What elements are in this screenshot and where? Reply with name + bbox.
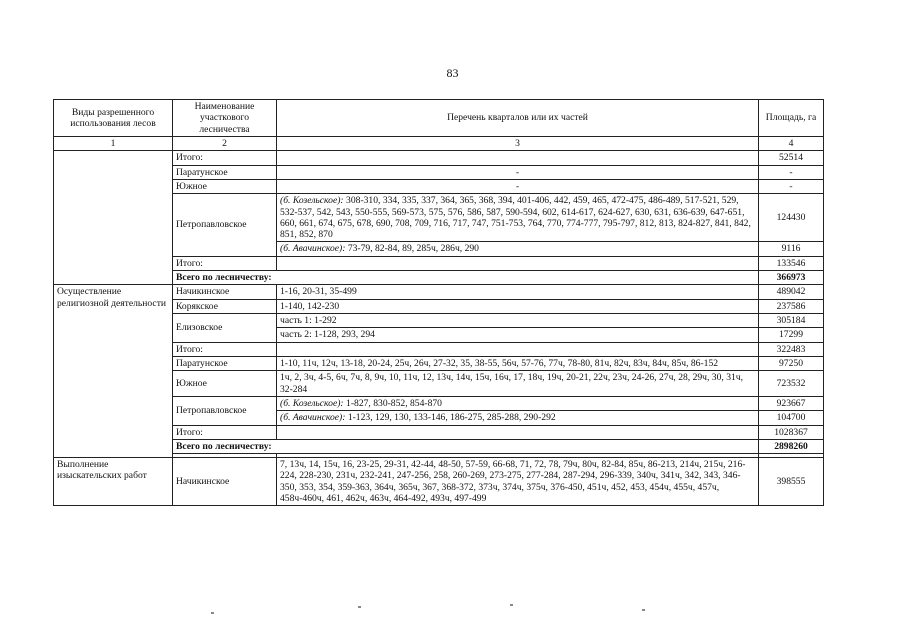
quarters-list: 1-16, 20-31, 35-499 [277, 285, 759, 299]
quarters-list [277, 256, 759, 270]
area-value: 923667 [759, 396, 824, 410]
quarters-list [277, 342, 759, 356]
area-value: 133546 [759, 256, 824, 270]
quarters-text: 1-827, 830-852, 854-870 [346, 397, 442, 409]
quarters-list: - [277, 165, 759, 179]
forestry-name: Южное [173, 371, 277, 397]
area-value: 52514 [759, 151, 824, 165]
area-value: 305184 [759, 314, 824, 328]
forest-use-table [53, 99, 824, 506]
quarters-list [277, 396, 759, 410]
header-area: Площадь, га [759, 100, 824, 137]
forestry-name: Итого: [173, 342, 277, 356]
area-value: 366973 [759, 271, 824, 285]
table-row [54, 285, 824, 299]
area-value: 9116 [759, 242, 824, 256]
quarters-text: 308-310, 334, 335, 337, 364, 365, 368, 394, 401-406, 442, 459, 465, 472-475, 486-489, 517-521, 529, 532-537, 542, 543, 550-555, 569-573, 575, 576, 586, 587, 590-594, 602, 614-617, 624-627, 630, 631, 636-639, 647-651, 660, 661, 674, 675, 678, 690, 708, 709, 716, 717, 747, 751-753, 764, 770, 774-777, 795-797, 812, 813, 824-827, 841, 842, 851, 852, 870 [280, 195, 751, 241]
column-number-row [54, 136, 824, 150]
area-value: 489042 [759, 285, 824, 299]
header-quarters-list: Перечень кварталов или их частей [277, 100, 759, 137]
quarters-list [277, 411, 759, 425]
table-row [54, 151, 824, 165]
forestry-name: Корякское [173, 299, 277, 313]
area-value: 723532 [759, 371, 824, 397]
column-number: 3 [277, 136, 759, 150]
quarters-list: 7, 13ч, 14, 15ч, 16, 23-25, 29-31, 42-44, 48-50, 57-59, 66-68, 71, 72, 78, 79ч, 80ч, 82-84, 85ч, 86-213, 214ч, 215ч, 216-224, 228-230, 231ч, 232-241, 247-256, 258, 260-269, 273-275, 277-284, 287-294, 296-339, 340ч, 341ч, 342, 343, 346-350, 353, 354, 359-363, 364ч, 365ч, 367, 368-372, 373ч, 374ч, 375ч, 376-450, 451ч, 452, 453, 454ч, 455ч, 457ч, 458ч-460ч, 461, 462ч, 463ч, 464-492, 493ч, 497-499 [277, 458, 759, 506]
former-forestry-label: (б. Козельское): [280, 397, 344, 409]
area-value: 237586 [759, 299, 824, 313]
area-value: - [759, 165, 824, 179]
quarters-list: часть 1: 1-292 [277, 314, 759, 328]
column-number: 1 [54, 136, 173, 150]
scan-speck [358, 606, 361, 608]
forestry-name: Итого: [173, 256, 277, 270]
forestry-name: Начикинское [173, 458, 277, 506]
area-value: 1028367 [759, 425, 824, 439]
forestry-total-label: Всего по лесничеству: [173, 271, 759, 285]
header-row [54, 100, 824, 137]
area-value: - [759, 179, 824, 193]
page-number: 83 [446, 66, 459, 80]
quarters-list: 1ч, 2, 3ч, 4-5, 6ч, 7ч, 8, 9ч, 10, 11ч, 12, 13ч, 14ч, 15ч, 16ч, 17, 18ч, 19ч, 20-21, 22ч, 23ч, 24-26, 27ч, 28, 29ч, 30, 31ч, 32-284 [277, 371, 759, 397]
area-value: 104700 [759, 411, 824, 425]
header-forestry-name: Наименование участкового лесничества [173, 100, 277, 137]
column-number: 2 [173, 136, 277, 150]
area-value: 322483 [759, 342, 824, 356]
forestry-name: Елизовское [173, 314, 277, 343]
forestry-name: Итого: [173, 425, 277, 439]
scan-speck [510, 604, 513, 606]
scan-speck [211, 612, 214, 614]
column-number: 4 [759, 136, 824, 150]
former-forestry-label: (б. Авачинское): [280, 412, 346, 424]
header-use-type: Виды разрешенного использования лесов [54, 100, 173, 137]
area-value: 2898260 [759, 439, 824, 453]
table-row [54, 458, 824, 506]
quarters-list: часть 2: 1-128, 293, 294 [277, 328, 759, 342]
forestry-name: Паратунское [173, 356, 277, 370]
forestry-name: Петропавловское [173, 396, 277, 425]
quarters-list: - [277, 179, 759, 193]
quarters-list [277, 151, 759, 165]
quarters-list [277, 194, 759, 242]
area-value: 124430 [759, 194, 824, 242]
forestry-name: Петропавловское [173, 194, 277, 257]
quarters-text: 73-79, 82-84, 89, 285ч, 286ч, 290 [347, 243, 479, 255]
use-type-cell [54, 151, 173, 285]
scan-speck [642, 609, 645, 611]
area-value: 17299 [759, 328, 824, 342]
forestry-total-label: Всего по лесничеству: [173, 439, 759, 453]
forestry-name: Паратунское [173, 165, 277, 179]
quarters-list [277, 425, 759, 439]
quarters-text: 1-123, 129, 130, 133-146, 186-275, 285-288, 290-292 [347, 412, 556, 424]
quarters-list: 1-140, 142-230 [277, 299, 759, 313]
former-forestry-label: (б. Авачинское): [280, 243, 346, 255]
forestry-name: Итого: [173, 151, 277, 165]
use-type-cell: Осуществление религиозной деятельности [54, 285, 173, 458]
forestry-name: Начикинское [173, 285, 277, 299]
area-value: 97250 [759, 356, 824, 370]
use-type-cell: Выполнение изыскательских работ [54, 458, 173, 506]
quarters-list [277, 242, 759, 256]
quarters-list: 1-10, 11ч, 12ч, 13-18, 20-24, 25ч, 26ч, 27-32, 35, 38-55, 56ч, 57-76, 77ч, 78-80, 81ч, 82ч, 83ч, 84ч, 85ч, 86-152 [277, 356, 759, 370]
former-forestry-label: (б. Козельское): [280, 195, 344, 207]
area-value: 398555 [759, 458, 824, 506]
forestry-name: Южное [173, 179, 277, 193]
